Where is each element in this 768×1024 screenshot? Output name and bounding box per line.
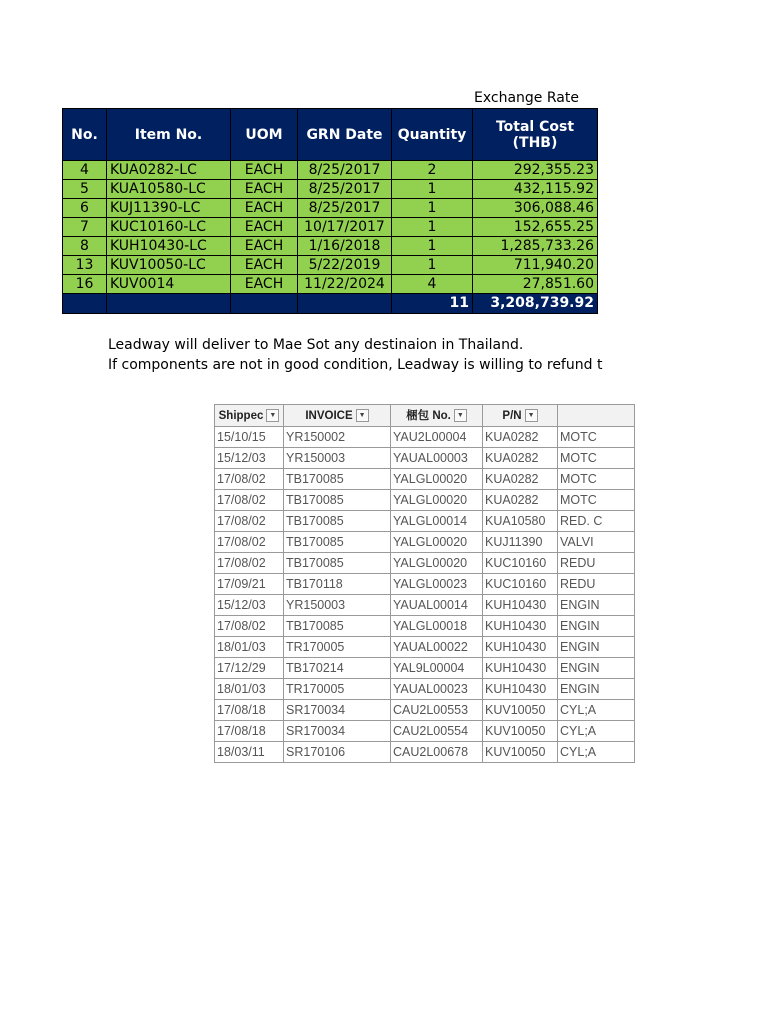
filter-dropdown-icon: ▼: [356, 409, 369, 422]
header-grn-date: GRN Date: [298, 109, 392, 161]
sheet-cell-desc: MOTC: [558, 448, 635, 469]
sheet-cell-box-no: YALGL00014: [391, 511, 483, 532]
cost-table: [62, 108, 597, 317]
list-item: [215, 637, 635, 658]
cell-item-no: KUA10580-LC: [107, 180, 231, 199]
filter-dropdown-icon: ▼: [525, 409, 538, 422]
list-item: [215, 595, 635, 616]
cell-no: 4: [63, 161, 107, 180]
sheet-cell-invoice: YR150003: [284, 595, 391, 616]
cell-grn-date: 8/25/2017: [298, 180, 392, 199]
sheet-cell-invoice: TR170005: [284, 637, 391, 658]
header-quantity: Quantity: [392, 109, 473, 161]
list-item: [215, 448, 635, 469]
sheet-cell-desc: ENGIN: [558, 679, 635, 700]
sheet-cell-shipped: 17/08/02: [215, 616, 284, 637]
sheet-cell-desc: CYL;A: [558, 700, 635, 721]
grand-total-cost: 3,208,739.92: [473, 294, 598, 314]
sheet-cell-shipped: 15/10/15: [215, 427, 284, 448]
filter-dropdown-icon: ▼: [266, 409, 279, 422]
cell-no: 5: [63, 180, 107, 199]
cell-total-cost: 152,655.25: [473, 218, 598, 237]
sheet-cell-invoice: YR150002: [284, 427, 391, 448]
sheet-cell-box-no: YAU2L00004: [391, 427, 483, 448]
cell-uom: EACH: [231, 199, 298, 218]
cell-total-cost: 432,115.92: [473, 180, 598, 199]
cell-quantity: 1: [392, 256, 473, 275]
table-row: [63, 161, 598, 180]
header-desc: [558, 405, 635, 427]
sheet-cell-box-no: CAU2L00554: [391, 721, 483, 742]
header-box-no: 梱包 No. ▼: [391, 405, 483, 427]
sheet-cell-pn: KUJ11390: [483, 532, 558, 553]
sheet-cell-desc: MOTC: [558, 469, 635, 490]
sheet-cell-shipped: 17/08/18: [215, 721, 284, 742]
header-total-cost: [473, 109, 598, 161]
sheet-cell-shipped: 18/01/03: [215, 679, 284, 700]
sheet-cell-invoice: TB170085: [284, 511, 391, 532]
exchange-rate-label: Exchange Rate: [474, 90, 579, 106]
sheet-cell-box-no: YALGL00020: [391, 553, 483, 574]
sheet-cell-invoice: TR170005: [284, 679, 391, 700]
sheet-cell-desc: ENGIN: [558, 595, 635, 616]
cell-uom: EACH: [231, 275, 298, 294]
cell-uom: EACH: [231, 237, 298, 256]
cell-total-cost: 1,285,733.26: [473, 237, 598, 256]
sheet-cell-desc: ENGIN: [558, 658, 635, 679]
sheet-cell-shipped: 17/12/29: [215, 658, 284, 679]
sheet-cell-desc: REDU: [558, 574, 635, 595]
sheet-cell-invoice: SR170034: [284, 700, 391, 721]
sheet-cell-desc: MOTC: [558, 490, 635, 511]
list-item: [215, 700, 635, 721]
cell-item-no: KUA0282-LC: [107, 161, 231, 180]
cell-quantity: 1: [392, 199, 473, 218]
list-item: [215, 616, 635, 637]
cell-no: 6: [63, 199, 107, 218]
sheet-cell-invoice: TB170214: [284, 658, 391, 679]
sheet-cell-invoice: TB170085: [284, 490, 391, 511]
sheet-cell-shipped: 15/12/03: [215, 595, 284, 616]
cell-grn-date: 8/25/2017: [298, 161, 392, 180]
header-total-cost-line2: (THB): [512, 134, 558, 151]
cell-item-no: KUC10160-LC: [107, 218, 231, 237]
sheet-cell-desc: ENGIN: [558, 616, 635, 637]
header-shipped: Shippec ▼: [215, 405, 284, 427]
sheet-cell-shipped: 17/08/02: [215, 469, 284, 490]
sheet-cell-pn: KUH10430: [483, 658, 558, 679]
cell-item-no: KUV0014: [107, 275, 231, 294]
sheet-cell-invoice: YR150003: [284, 448, 391, 469]
list-item: [215, 553, 635, 574]
sheet-cell-shipped: 17/09/21: [215, 574, 284, 595]
sheet-cell-box-no: YALGL00023: [391, 574, 483, 595]
table-row: [63, 237, 598, 256]
sheet-cell-invoice: SR170106: [284, 742, 391, 763]
cell-uom: EACH: [231, 180, 298, 199]
sheet-cell-pn: KUA0282: [483, 427, 558, 448]
sheet-cell-pn: KUA10580: [483, 511, 558, 532]
header-item-no: Item No.: [107, 109, 231, 161]
total-quantity: 11: [392, 294, 473, 314]
sheet-cell-box-no: YAUAL00022: [391, 637, 483, 658]
cell-uom: EACH: [231, 256, 298, 275]
refund-note: If components are not in good condition, Leadway is willing to refund t: [108, 357, 603, 373]
sheet-cell-invoice: SR170034: [284, 721, 391, 742]
sheet-cell-box-no: YALGL00020: [391, 532, 483, 553]
cell-quantity: 1: [392, 180, 473, 199]
sheet-cell-desc: MOTC: [558, 427, 635, 448]
sheet-cell-pn: KUV10050: [483, 700, 558, 721]
list-item: [215, 658, 635, 679]
cell-no: 16: [63, 275, 107, 294]
shipment-sheet-header: [215, 405, 635, 427]
totals-row: [63, 294, 598, 314]
sheet-cell-box-no: YAL9L00004: [391, 658, 483, 679]
cell-no: 8: [63, 237, 107, 256]
delivery-note: Leadway will deliver to Mae Sot any destinaion in Thailand.: [108, 337, 524, 353]
sheet-cell-shipped: 18/03/11: [215, 742, 284, 763]
cell-total-cost: 292,355.23: [473, 161, 598, 180]
sheet-cell-invoice: TB170085: [284, 532, 391, 553]
sheet-cell-desc: RED. C: [558, 511, 635, 532]
sheet-cell-pn: KUH10430: [483, 616, 558, 637]
sheet-cell-pn: KUA0282: [483, 490, 558, 511]
sheet-cell-shipped: 17/08/02: [215, 532, 284, 553]
sheet-cell-desc: REDU: [558, 553, 635, 574]
header-total-cost-line1: Total Cost: [495, 118, 575, 135]
totals-blank-date: [298, 294, 392, 314]
table-row: [63, 275, 598, 294]
header-invoice: INVOICE ▼: [284, 405, 391, 427]
sheet-cell-box-no: CAU2L00553: [391, 700, 483, 721]
list-item: [215, 721, 635, 742]
cell-item-no: KUV10050-LC: [107, 256, 231, 275]
cell-grn-date: 5/22/2019: [298, 256, 392, 275]
sheet-cell-pn: KUV10050: [483, 742, 558, 763]
sheet-cell-invoice: TB170085: [284, 553, 391, 574]
table-row: [63, 218, 598, 237]
sheet-cell-desc: VALVI: [558, 532, 635, 553]
sheet-cell-box-no: YALGL00020: [391, 469, 483, 490]
list-item: [215, 511, 635, 532]
cell-total-cost: 711,940.20: [473, 256, 598, 275]
filter-dropdown-icon: ▼: [454, 409, 467, 422]
sheet-cell-pn: KUH10430: [483, 679, 558, 700]
list-item: [215, 490, 635, 511]
cell-total-cost: 27,851.60: [473, 275, 598, 294]
sheet-cell-shipped: 17/08/02: [215, 553, 284, 574]
list-item: [215, 679, 635, 700]
cell-grn-date: 11/22/2024: [298, 275, 392, 294]
table-row: [63, 180, 598, 199]
cell-item-no: KUH10430-LC: [107, 237, 231, 256]
totals-blank-uom: [231, 294, 298, 314]
cell-quantity: 4: [392, 275, 473, 294]
totals-blank-no: [63, 294, 107, 314]
sheet-cell-shipped: 17/08/02: [215, 511, 284, 532]
list-item: [215, 427, 635, 448]
sheet-cell-box-no: YAUAL00023: [391, 679, 483, 700]
cell-uom: EACH: [231, 161, 298, 180]
cell-uom: EACH: [231, 218, 298, 237]
cost-table-header: [63, 109, 598, 161]
table-row: [63, 199, 598, 218]
list-item: [215, 574, 635, 595]
cell-grn-date: 1/16/2018: [298, 237, 392, 256]
header-uom: UOM: [231, 109, 298, 161]
cell-quantity: 1: [392, 237, 473, 256]
header-pn: P/N ▼: [483, 405, 558, 427]
sheet-cell-desc: ENGIN: [558, 637, 635, 658]
sheet-cell-pn: KUV10050: [483, 721, 558, 742]
sheet-cell-pn: KUC10160: [483, 553, 558, 574]
sheet-cell-shipped: 15/12/03: [215, 448, 284, 469]
sheet-cell-box-no: YALGL00020: [391, 490, 483, 511]
cell-grn-date: 8/25/2017: [298, 199, 392, 218]
sheet-cell-pn: KUH10430: [483, 595, 558, 616]
sheet-cell-shipped: 17/08/02: [215, 490, 284, 511]
sheet-cell-box-no: CAU2L00678: [391, 742, 483, 763]
shipment-sheet-image: [214, 404, 603, 759]
sheet-cell-pn: KUA0282: [483, 448, 558, 469]
table-row: [63, 256, 598, 275]
sheet-cell-box-no: YAUAL00014: [391, 595, 483, 616]
sheet-cell-desc: CYL;A: [558, 742, 635, 763]
sheet-cell-desc: CYL;A: [558, 721, 635, 742]
totals-blank-item: [107, 294, 231, 314]
cell-quantity: 2: [392, 161, 473, 180]
cell-no: 13: [63, 256, 107, 275]
sheet-cell-pn: KUC10160: [483, 574, 558, 595]
list-item: [215, 742, 635, 763]
sheet-cell-invoice: TB170085: [284, 469, 391, 490]
header-no: No.: [63, 109, 107, 161]
sheet-cell-pn: KUH10430: [483, 637, 558, 658]
sheet-cell-invoice: TB170118: [284, 574, 391, 595]
cell-grn-date: 10/17/2017: [298, 218, 392, 237]
cell-quantity: 1: [392, 218, 473, 237]
sheet-cell-shipped: 18/01/03: [215, 637, 284, 658]
sheet-cell-pn: KUA0282: [483, 469, 558, 490]
sheet-cell-box-no: YAUAL00003: [391, 448, 483, 469]
cell-item-no: KUJ11390-LC: [107, 199, 231, 218]
cell-no: 7: [63, 218, 107, 237]
cell-total-cost: 306,088.46: [473, 199, 598, 218]
list-item: [215, 532, 635, 553]
sheet-cell-box-no: YALGL00018: [391, 616, 483, 637]
sheet-cell-shipped: 17/08/18: [215, 700, 284, 721]
list-item: [215, 469, 635, 490]
sheet-cell-invoice: TB170085: [284, 616, 391, 637]
